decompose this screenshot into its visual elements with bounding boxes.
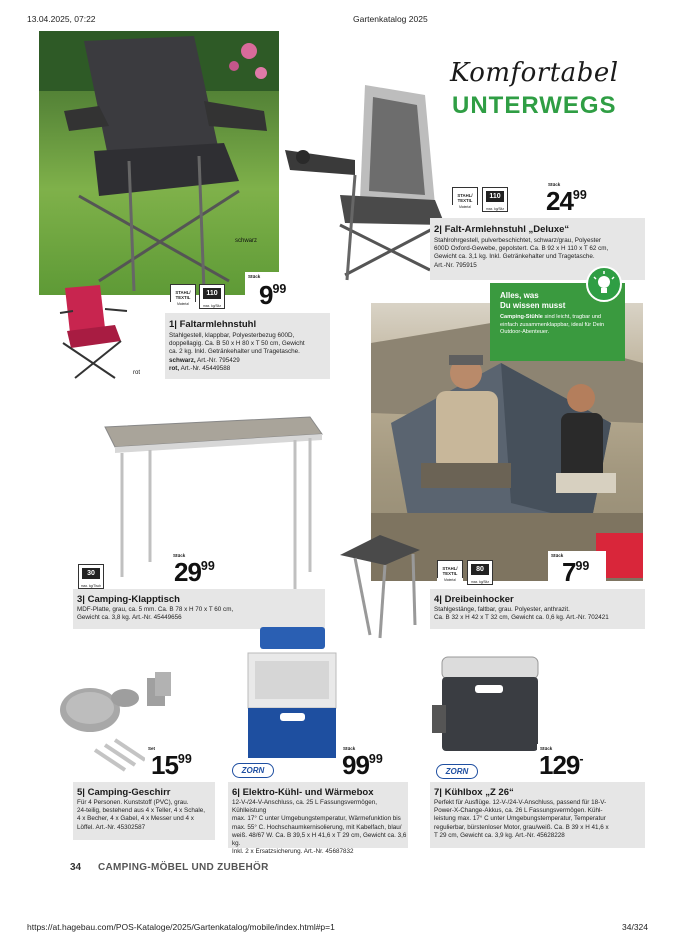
price-7: 129- [539,750,584,780]
product-panel-3 [73,589,325,629]
product-title-7: 7| Kühlbox „Z 26“ [434,787,514,798]
product-title-3: 3| Camping-Klapptisch [77,594,180,605]
price-2: $24^{99}$ [546,186,587,216]
headline-main: UNTERWEGS [452,92,617,119]
product-desc-4: Stahlgestänge, faltbar, grau. Polyester, anthrazit. Ca. B 32 x H 42 x T 32 cm, Gewicht ca. 0,6 kg. Art.-Nr. 702421 [434,606,609,622]
price-box-4: Stück $7^{99}$ [548,551,606,589]
product-title-2: 2| Falt-Armlehnstuhl „Deluxe“ [434,224,570,235]
price-3: $29^{99}$ [174,557,215,587]
headline-script: Komfortabel [450,58,619,88]
price-1: $9^{99}$ [259,280,287,310]
product-panel-1 [165,313,330,379]
tip-title-1: Alles, was [500,291,539,300]
product-title-4: 4| Dreibeinhocker [434,594,514,605]
product-panel-7 [430,782,645,848]
tip-body: Camping-Stühle sind leicht, tragbar und einfach zusammenklappbar, ideal für Dein Outdoor-Abenteuer. [500,314,605,335]
product-panel-6 [228,782,408,856]
price-box-1: Stück $9^{99}$ [245,272,303,312]
price-6: $99^{99}$ [342,750,383,780]
price-5: $15^{99}$ [151,750,192,780]
print-url[interactable]: https://at.hagebau.com/POS-Kataloge/2025/Gartenkatalog/mobile/index.html#p=1 [27,922,335,932]
caption-red: rot [133,370,141,376]
product-panel-5 [73,782,215,840]
product-desc-5: Für 4 Personen. Kunststoff (PVC), grau. 24-teilig, bestehend aus 4 x Teller, 4 x Schale, 4 x Becher, 4 x Gabel, 4 x Messer und 4 x Löffel. Art.-Nr. 45302587 [77,799,206,831]
product-panel-4 [430,589,645,629]
product-desc-2: Stahlrohrgestell, pulverbeschichtet, schwarz/grau, Polyester 600D Oxford-Gewebe, gepolstert. Ca. B 92 x H 110 x T 62 cm, Gewicht ca. 3,1 kg. Inkl. Getränkehalter und Tragetasche. Art.-Nr. 795915 [434,237,609,269]
folding-chair-photo [39,31,279,295]
material-badge-4: STAHL/ TEXTIL Material [437,560,463,585]
weight-badge-2: 110 max. kg/Sitz [482,187,508,212]
three-leg-stool-image [335,530,425,640]
product-desc-7: Perfekt für Ausflüge. 12-V-/24-V-Anschluss, passend für 18-V- Power-X-Change-Akkus, ca. 26 L Fassungsvermögen. Kühl- leistung max. 17° C unter Umgebungstemperatur, Temperatur regulierbar, bürstenloser Motor, grau/weiß. Ca. B 39 x H 41,6 x T 29 cm, Gewicht ca. 3,9 kg. Art.-Nr. 45628228 [434,799,609,839]
price-box-7: Stück 129- [537,744,609,782]
price-box-5: Set $15^{99}$ [145,744,203,782]
price-box-6: Stück $99^{99}$ [340,744,408,782]
weight-badge-4: 80 max. kg/Sitz [467,560,493,585]
tip-title-2: Du wissen musst [500,301,566,310]
print-datetime: 13.04.2025, 07:22 [27,14,96,24]
product-title-6: 6| Elektro-Kühl- und Wärmebox [232,787,374,798]
product-title-1: 1| Faltarmlehnstuhl [169,319,257,330]
weight-badge-3: 30 max. kg/Tisch [78,564,104,589]
print-page-counter: 34/324 [622,922,648,932]
product-desc-1: Stahlgestell, klappbar, Polyesterbezug 600D, doppellagig. Ca. B 50 x H 80 x T 50 cm, Gewicht ca. 2 kg. Inkl. Getränkehalter und Tragetasche. schwarz, Art.-Nr. 795429 rot, Art.-Nr. 45449588 [169,332,305,372]
price-4: $7^{99}$ [562,557,590,587]
product-title-5: 5| Camping-Geschirr [77,787,171,798]
price-box-3: Stück $29^{99}$ [170,551,235,589]
print-title: Gartenkatalog 2025 [353,14,428,24]
coolbox-z26-image [430,655,545,755]
product-desc-6: 12-V-/24-V-Anschluss, ca. 25 L Fassungsvermögen, Kühlleistung max. 17° C unter Umgebungstemperatur, Wärmefunktion bis max. 55° C. Hochschaumkernisolierung, mit Kabelfach, blau/ weiß. 48/67 W. Ca. B 39,5 x H 41,6 x T 29 cm, Gewicht ca. 3,6 kg. Inkl. 2 x Ersatzsicherung. Art.-Nr. 45687832 [232,799,407,856]
price-box-2: Stück $24^{99}$ [540,180,608,218]
electric-cooler-image [245,625,340,760]
material-badge-2: STAHL/ TEXTIL Material [452,187,478,212]
lightbulb-icon [586,266,622,302]
weight-badge-1: 110 max. kg/Sitz [199,284,225,309]
section-title: CAMPING-MÖBEL UND ZUBEHÖR [98,862,269,873]
product-desc-3: MDF-Platte, grau, ca. 5 mm. Ca. B 78 x H 70 x T 60 cm, Gewicht ca. 3,8 kg. Art.-Nr. 45449656 [77,606,234,622]
zorn-logo-6: ZORN [232,763,274,778]
red-chair-image [55,283,135,383]
material-badge-1: STAHL/ TEXTIL Material [170,284,196,309]
page-number: 34 [70,862,82,873]
caption-black: schwarz [235,238,258,244]
zorn-logo-7: ZORN [436,764,478,779]
